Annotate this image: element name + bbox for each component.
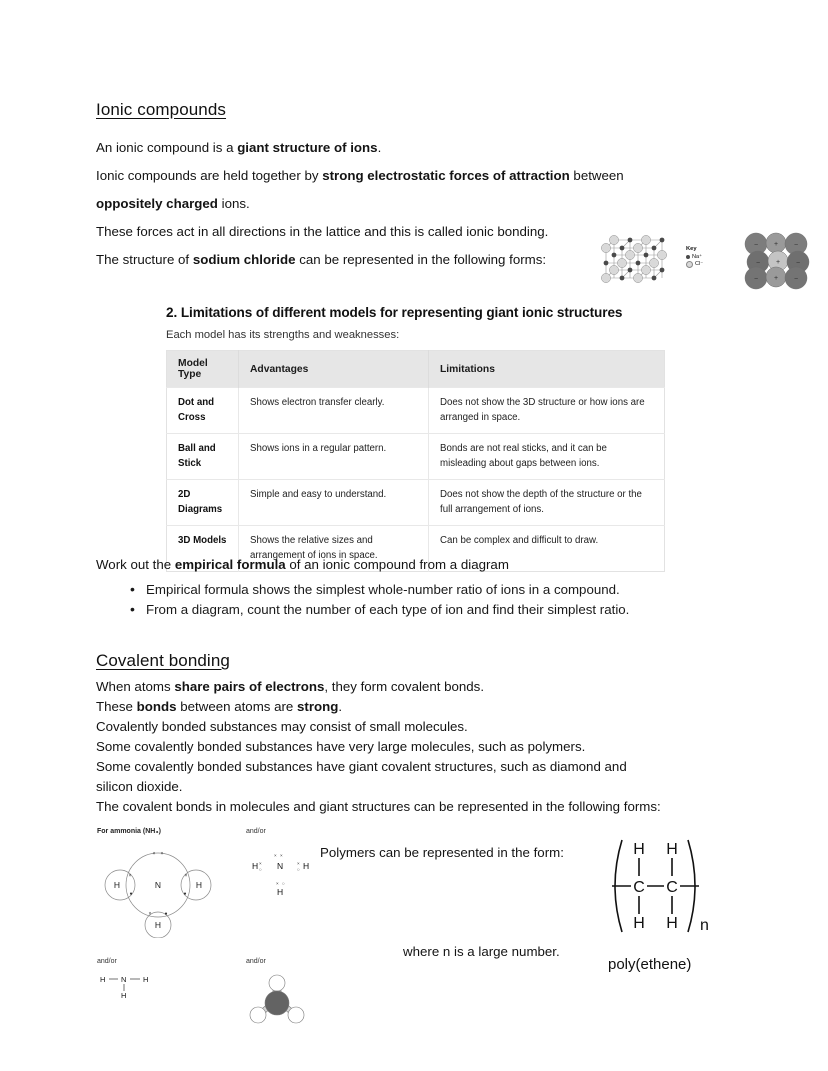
text-bold: strong electrostatic forces of attraction <box>322 168 570 183</box>
svg-text:●: ● <box>183 891 187 897</box>
cell-model-type: 2D Diagrams <box>167 480 239 526</box>
ammonia-caption: For ammonia (NH₃) <box>97 828 161 835</box>
stick-right-h: H <box>143 975 149 984</box>
text-fragment: Some covalently bonded substances have giant covalent structures, such as diamond and <box>96 759 627 774</box>
key-label-sodium: Na⁺ <box>692 253 703 260</box>
paragraph-silicon-dioxide <box>96 778 776 795</box>
cell-limitation: Bonds are not real sticks, and it can be misleading about gaps between ions. <box>429 434 665 480</box>
nacl-spacefill-diagram <box>742 230 820 297</box>
list-item: • Empirical formula shows the simplest whole-number ratio of ions in a compound. <box>128 580 748 600</box>
svg-text:×: × <box>148 911 152 917</box>
dotcross-center-n: N <box>277 861 284 871</box>
chloride-ion-icon <box>686 261 693 268</box>
poly-atom-c-right: C <box>666 879 678 896</box>
svg-text:−: − <box>793 242 799 249</box>
svg-text:H: H <box>195 880 203 890</box>
text-fragment: silicon dioxide. <box>96 779 183 794</box>
poly-atom-h-tr: H <box>666 841 678 858</box>
ammonia-stick-svg <box>97 970 177 1010</box>
text-bold: share pairs of electrons <box>174 679 325 694</box>
empirical-formula-bullets <box>128 580 748 620</box>
text-fragment: An ionic compound is a <box>96 140 238 155</box>
spacefill-svg <box>742 230 820 292</box>
dotcross-right-h: H <box>303 861 310 871</box>
svg-text:−: − <box>795 260 801 267</box>
text-fragment: . <box>377 140 382 155</box>
svg-text:−: − <box>793 276 799 283</box>
paragraph-small-molecules <box>96 718 756 735</box>
paragraph-bonds-strong <box>96 698 756 715</box>
polymer-intro-text: Polymers can be represented in the form: <box>320 845 564 860</box>
svg-text:×: × <box>297 861 300 866</box>
paragraph-sodium-chloride <box>96 251 616 268</box>
ammonia-circle-diagram <box>96 843 226 943</box>
svg-text:+: + <box>773 241 779 248</box>
text-fragment: of an ionic compound from a diagram <box>285 557 509 572</box>
key-row-chloride <box>686 261 703 269</box>
polyethene-svg <box>592 836 717 936</box>
svg-text:−: − <box>753 242 759 249</box>
text-fragment: can be represented in the following forms: <box>295 252 547 267</box>
stick-bottom-h: H <box>121 991 127 1000</box>
dotcross-bottom-h: H <box>277 887 284 897</box>
cell-advantage: Shows the relative sizes and arrangement of ions in space. <box>239 526 429 572</box>
text-bold: strong <box>297 699 339 714</box>
svg-text:×: × <box>160 851 164 857</box>
svg-text:−: − <box>755 260 761 267</box>
text-bold: empirical formula <box>174 557 286 572</box>
lattice-svg <box>600 228 680 290</box>
paragraph-ionic-definition <box>96 139 736 156</box>
key-title: Key <box>686 246 697 252</box>
cell-limitation: Does not show the depth of the structure or the full arrangement of ions. <box>429 480 665 526</box>
list-item: • From a diagram, count the number of each type of ion and find their simplest ratio. <box>128 600 748 620</box>
ammonia-dotcross-diagram <box>246 840 316 915</box>
poly-atom-h-bl: H <box>633 915 645 932</box>
svg-text:H: H <box>154 920 162 930</box>
column-header-advantages: Advantages <box>239 351 429 388</box>
table-heading: 2. Limitations of different models for representing giant ionic structures <box>166 305 623 320</box>
text-bold: sodium chloride <box>192 252 296 267</box>
andor-label-2: and/or <box>97 958 117 965</box>
text-fragment: Covalently bonded substances may consist of small molecules. <box>96 719 468 734</box>
nacl-lattice-diagram <box>600 228 680 295</box>
svg-text:N: N <box>154 880 162 890</box>
svg-text:○: ○ <box>282 881 285 886</box>
polymer-subscript-n: n <box>700 917 709 934</box>
svg-text:+: + <box>773 275 779 282</box>
text-bold: giant structure of ions <box>237 140 378 155</box>
cell-advantage: Shows electron transfer clearly. <box>239 388 429 434</box>
svg-text:●: ● <box>129 891 133 897</box>
models-table-block <box>166 305 665 572</box>
table-subheading: Each model has its strengths and weaknesses: <box>166 329 400 341</box>
cell-model-type: 3D Models <box>167 526 239 572</box>
paragraph-representation-forms <box>96 798 796 815</box>
ammonia-stick-diagram <box>97 970 177 1015</box>
text-fragment: Ionic compounds are held together by <box>96 168 323 183</box>
column-header-limitations: Limitations <box>429 351 665 388</box>
svg-text:×: × <box>259 861 262 866</box>
cell-advantage: Shows ions in a regular pattern. <box>239 434 429 480</box>
andor-label-3: and/or <box>246 958 266 965</box>
svg-text:×: × <box>280 853 283 858</box>
text-fragment: between <box>569 168 624 183</box>
cell-model-type: Ball and Stick <box>167 434 239 480</box>
paragraph-oppositely-charged <box>96 195 756 212</box>
paragraph-share-electrons <box>96 678 756 695</box>
key-row-sodium <box>686 254 703 262</box>
text-fragment: . <box>338 699 343 714</box>
svg-text:H: H <box>113 880 121 890</box>
text-bold: bonds <box>136 699 177 714</box>
paragraph-large-molecules <box>96 738 756 755</box>
models-comparison-table <box>166 350 665 572</box>
paragraph-empirical-formula <box>96 556 756 573</box>
polymer-name-label: poly(ethene) <box>608 956 692 973</box>
text-bold: oppositely charged <box>96 196 218 211</box>
page-title-ionic-compounds: Ionic compounds <box>96 100 227 119</box>
svg-text:○: ○ <box>297 867 300 872</box>
svg-text:−: − <box>753 276 759 283</box>
text-fragment: When atoms <box>96 679 175 694</box>
text-fragment: These forces act in all directions in the lattice and this is called ionic bonding. <box>96 224 549 239</box>
polyethene-structure <box>592 836 717 941</box>
ammonia-3d-svg <box>246 970 308 1032</box>
svg-text:×: × <box>274 853 277 858</box>
stick-center-n: N <box>121 975 127 984</box>
table-row <box>167 480 665 526</box>
cell-model-type: Dot and Cross <box>167 388 239 434</box>
svg-text:○: ○ <box>259 867 262 872</box>
poly-atom-h-tl: H <box>633 841 645 858</box>
text-fragment: , they form covalent bonds. <box>324 679 485 694</box>
table-header-row <box>167 351 665 388</box>
ammonia-dotcross-svg <box>246 840 316 910</box>
svg-text:×: × <box>152 851 156 857</box>
svg-text:●: ● <box>164 911 168 917</box>
key-label-chloride: Cl⁻ <box>695 261 704 267</box>
svg-text:×: × <box>128 873 132 879</box>
ammonia-3d-ball-model <box>246 970 308 1037</box>
text-fragment: ions. <box>217 196 250 211</box>
text-fragment: Some covalently bonded substances have very large molecules, such as polymers. <box>96 739 586 754</box>
ammonia-circle-svg <box>96 843 226 938</box>
poly-atom-h-br: H <box>666 915 678 932</box>
table-row <box>167 434 665 480</box>
cell-advantage: Simple and easy to understand. <box>239 480 429 526</box>
svg-text:×: × <box>276 881 279 886</box>
text-fragment: The structure of <box>96 252 193 267</box>
andor-label-1: and/or <box>246 828 266 835</box>
poly-atom-c-left: C <box>633 879 645 896</box>
table-row <box>167 388 665 434</box>
text-fragment: These <box>96 699 137 714</box>
polymer-note-text: where n is a large number. <box>403 944 560 959</box>
text-fragment: Work out the <box>96 557 175 572</box>
cell-limitation: Does not show the 3D structure or how ions are arranged in space. <box>429 388 665 434</box>
stick-left-h: H <box>100 975 106 984</box>
paragraph-giant-covalent <box>96 758 776 775</box>
cell-limitation: Can be complex and difficult to draw. <box>429 526 665 572</box>
page-title-covalent-bonding: Covalent bonding <box>96 651 230 670</box>
svg-text:×: × <box>184 873 188 879</box>
dotcross-left-h: H <box>252 861 259 871</box>
column-header-model-type: Model Type <box>167 351 239 388</box>
text-fragment: The covalent bonds in molecules and giant structures can be represented in the following forms: <box>96 799 661 814</box>
sodium-ion-icon <box>686 255 690 259</box>
text-fragment: between atoms are <box>176 699 298 714</box>
lattice-key <box>686 246 703 269</box>
paragraph-electrostatic-forces <box>96 167 756 184</box>
svg-text:+: + <box>775 259 781 266</box>
